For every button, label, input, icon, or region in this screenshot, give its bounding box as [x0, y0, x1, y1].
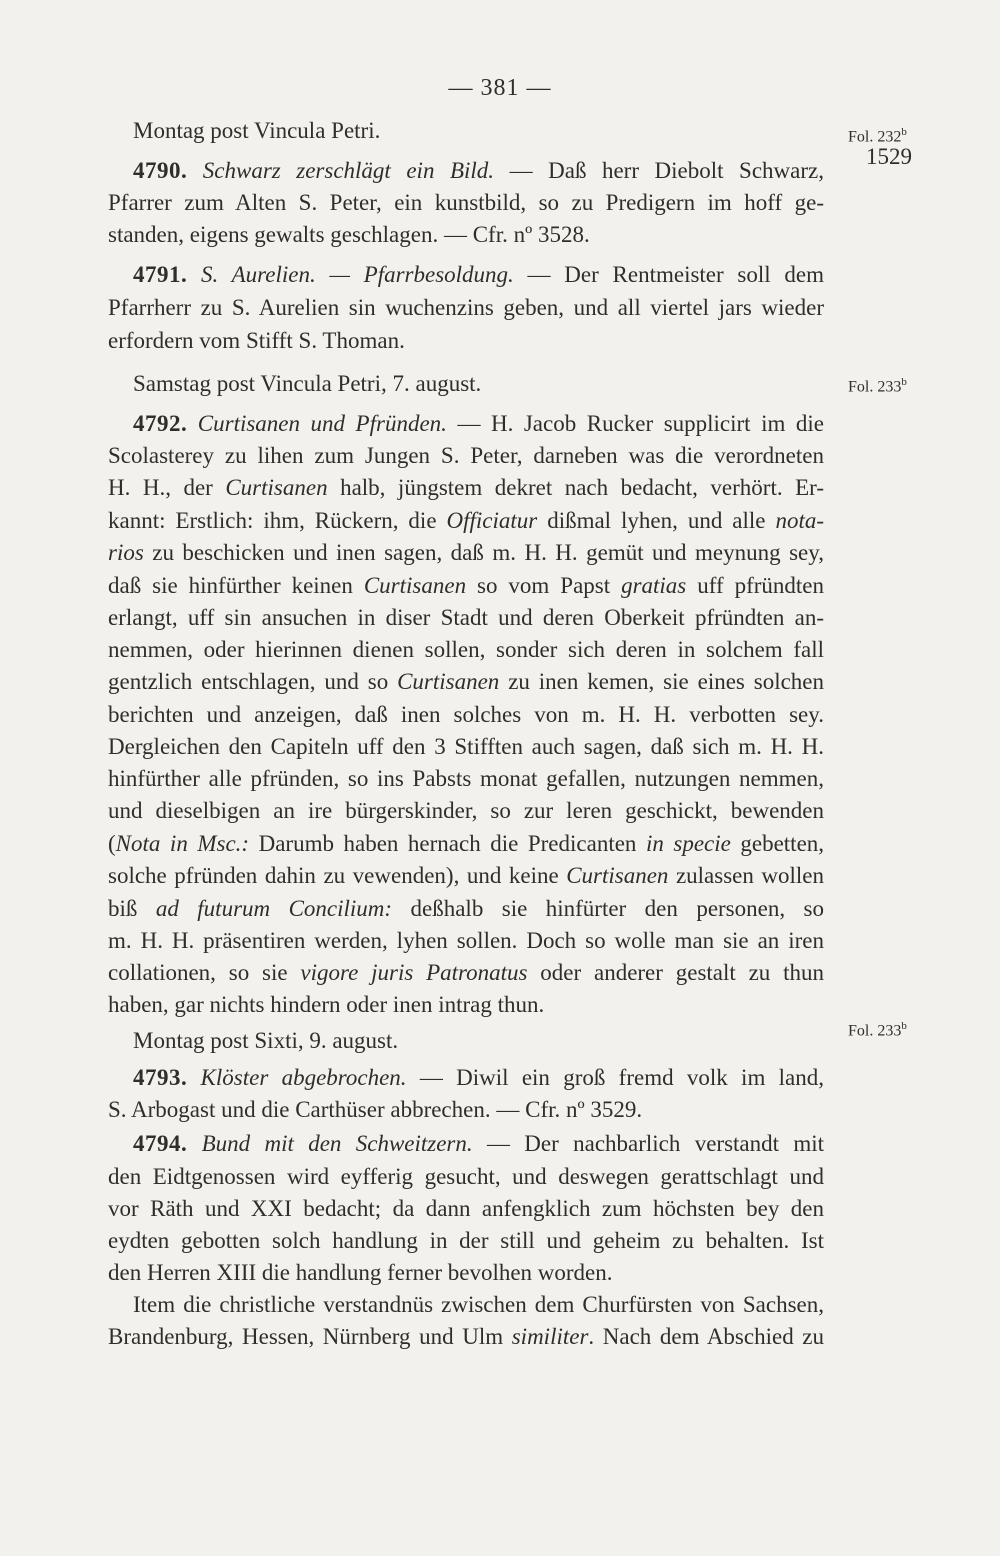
- entry-4793-heading-line: 4793. Klöster abgebrochen. — Diwil ein groß fremd volk im land,: [133, 1065, 824, 1090]
- text-line: kannt: Erstlich: ihm, Rückern, die Officiatur dißmal lyhen, und alle nota-: [108, 508, 824, 533]
- text-line: vor Räth und XXI bedacht; da dann anfengklich zum höchsten bey den: [108, 1196, 824, 1221]
- text-line: rios zu beschicken und inen sagen, daß m. H. H. gemüt und meynung sey,: [108, 540, 824, 565]
- entry-4794-heading-line: 4794. Bund mit den Schweitzern. — Der nachbarlich verstandt mit: [133, 1131, 825, 1156]
- text-line: erfordern vom Stifft S. Thoman.: [108, 328, 405, 353]
- text-line: den Herren XIII die handlung ferner bevolhen worden.: [108, 1260, 613, 1285]
- folio-reference-text: Fol. 232: [848, 128, 902, 146]
- folio-reference-233b-second: [848, 1016, 948, 1041]
- text-line: biß ad futurum Concilium: deßhalb sie hinfürter den personen, so: [108, 896, 824, 921]
- margin-year: 1529: [866, 144, 912, 169]
- entry-number: 4793.: [133, 1065, 188, 1090]
- entry-4792-heading-line: 4792. Curtisanen und Pfründen. — H. Jacob Rucker supplicirt im die: [133, 411, 824, 436]
- text-line: den Eidtgenossen wird eyfferig gesucht, und deswegen gerattschlagt und: [108, 1164, 824, 1189]
- date-heading: Samstag post Vincula Petri, 7. august.: [133, 371, 482, 396]
- page-number: — 381 —: [448, 75, 552, 101]
- entry-number: 4792.: [133, 411, 188, 436]
- text-line: haben, gar nichts hindern oder inen intrag thun.: [108, 992, 545, 1017]
- text-line: (Nota in Msc.: Darumb haben hernach die Predicanten in specie gebetten,: [108, 831, 825, 856]
- entry-number: 4794.: [133, 1131, 188, 1156]
- text-line: Dergleichen den Capiteln uff den 3 Stifften auch sagen, daß sich m. H. H.: [108, 734, 824, 759]
- entry-4790-heading-line: 4790. Schwarz zerschlägt ein Bild. — Daß herr Diebolt Schwarz,: [133, 158, 824, 183]
- folio-reference-text: Fol. 233: [848, 1022, 902, 1040]
- date-heading: Montag post Vincula Petri.: [133, 118, 381, 143]
- folio-reference-text: Fol. 233: [848, 378, 902, 396]
- entry-number: 4791.: [133, 262, 188, 287]
- text-line: Item die christliche verstandnüs zwischen dem Churfürsten von Sachsen,: [133, 1292, 824, 1317]
- text-line: und dieselbigen an ire bürgerskinder, so zur leren geschickt, bewenden: [108, 798, 824, 823]
- folio-reference-superscript: b: [901, 126, 907, 138]
- entry-title: Curtisanen und Pfründen.: [197, 411, 447, 436]
- entry-number: 4790.: [133, 158, 188, 183]
- text-line: Pfarrer zum Alten S. Peter, ein kunstbild, so zu Predigern im hoff ge-: [108, 190, 824, 215]
- text-line: H. H., der Curtisanen halb, jüngstem dekret nach bedacht, verhört. Er-: [108, 475, 824, 500]
- entry-title: S. Aurelien. — Pfarrbesoldung.: [201, 262, 514, 287]
- folio-reference-233b: [848, 372, 948, 397]
- entry-4791-heading-line: 4791. S. Aurelien. — Pfarrbesoldung. — Der Rentmeister soll dem: [133, 262, 824, 287]
- text-line: S. Arbogast und die Carthüser abbrechen. — Cfr. nº 3529.: [108, 1097, 643, 1122]
- text-line: daß sie hinfürther keinen Curtisanen so vom Papst gratias uff pfründten: [108, 573, 824, 598]
- entry-title: Bund mit den Schweitzern.: [201, 1131, 473, 1156]
- text-line: eydten gebotten solch handlung in der still und geheim zu behalten. Ist: [108, 1228, 824, 1253]
- text-line: gentzlich entschlagen, und so Curtisanen zu inen kemen, sie eines solchen: [108, 669, 825, 694]
- text-line: Pfarrherr zu S. Aurelien sin wuchenzins geben, und all viertel jars wieder: [108, 295, 824, 320]
- text-line: nemmen, oder hierinnen dienen sollen, sonder sich deren in solchem fall: [108, 637, 824, 662]
- text-line: standen, eigens gewalts geschlagen. — Cfr. nº 3528.: [108, 222, 590, 247]
- entry-title: Schwarz zerschlägt ein Bild.: [202, 158, 495, 183]
- entry-title: Klöster abgebrochen.: [200, 1065, 407, 1090]
- text-line: hinfürther alle pfründen, so ins Pabsts monat gefallen, nutzungen nemmen,: [108, 766, 824, 791]
- text-line: collationen, so sie vigore juris Patronatus oder anderer gestalt zu thun: [108, 960, 825, 985]
- text-line: erlangt, uff sin ansuchen in diser Stadt und deren Oberkeit pfründten an-: [108, 605, 824, 630]
- text-line: Scolasterey zu lihen zum Jungen S. Peter, darneben was die verordneten: [108, 443, 824, 468]
- folio-reference-superscript: b: [901, 1020, 907, 1032]
- text-line: m. H. H. präsentiren werden, lyhen sollen. Doch so wolle man sie an iren: [108, 928, 824, 953]
- text-line: Brandenburg, Hessen, Nürnberg und Ulm similiter. Nach dem Abschied zu: [108, 1324, 825, 1349]
- folio-reference-superscript: b: [901, 376, 907, 388]
- text-line: berichten und anzeigen, daß inen solches von m. H. H. verbotten sey.: [108, 702, 824, 727]
- date-heading: Montag post Sixti, 9. august.: [133, 1028, 399, 1053]
- text-line: solche pfründen dahin zu vewenden), und keine Curtisanen zulassen wollen: [108, 863, 824, 888]
